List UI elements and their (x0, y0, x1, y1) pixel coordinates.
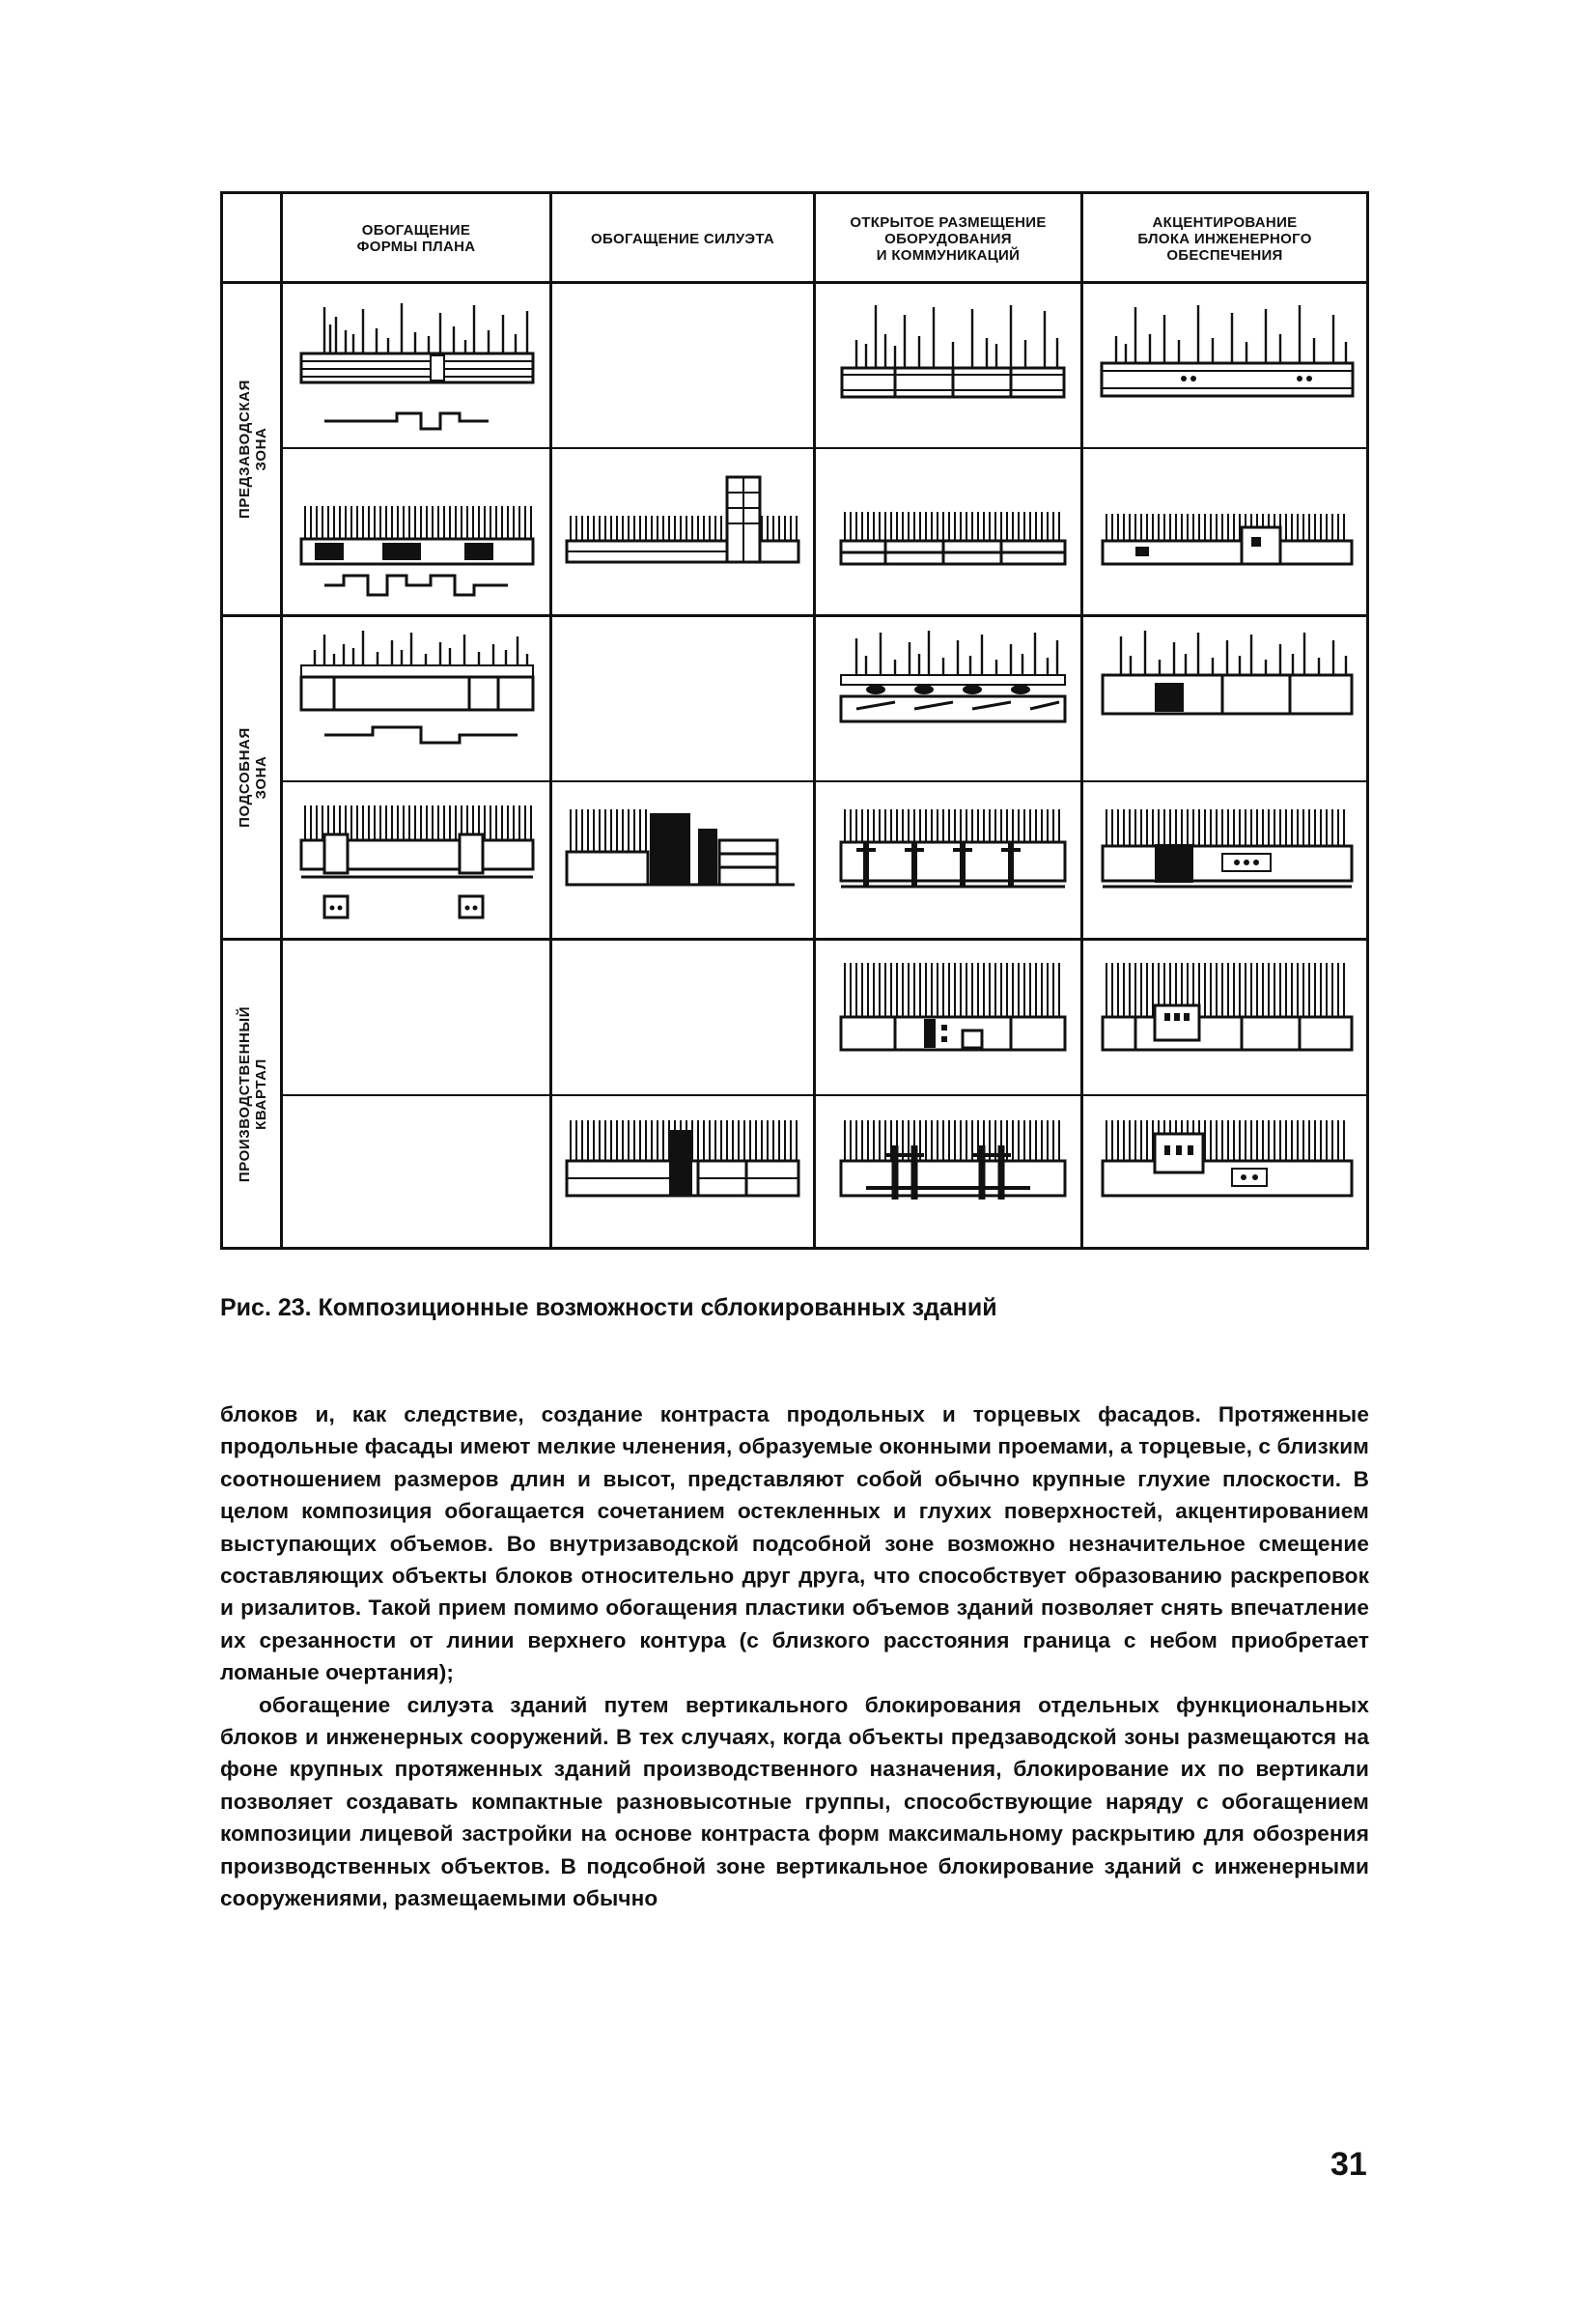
facade-sketch (295, 460, 539, 605)
zone-label-text: ПРЕДЗАВОДСКАЯ ЗОНА (237, 380, 269, 519)
page-number: 31 (1330, 2146, 1367, 2183)
column-header-equipment: ОТКРЫТОЕ РАЗМЕЩЕНИЕ ОБОРУДОВАНИЯ И КОММУНИКАЦИЙ (850, 213, 1047, 264)
grid-line (280, 780, 1366, 782)
facade-sketch (295, 790, 539, 935)
facade-sketch (1097, 627, 1358, 774)
zone-label-text: ПРОИЗВОДСТВЕННЫЙ КВАРТАЛ (237, 1005, 269, 1182)
figure-table (220, 191, 1369, 1250)
facade-sketch (837, 627, 1069, 774)
grid-line (280, 1094, 1366, 1096)
zone-label-auxiliary (223, 617, 283, 938)
zone-label-production (223, 941, 283, 1247)
facade-sketch (295, 296, 539, 440)
facade-sketch (1097, 949, 1358, 1090)
facade-sketch (837, 949, 1069, 1090)
grid-line (1080, 194, 1083, 1247)
zone-label-text: ПОДСОБНАЯ ЗОНА (237, 727, 270, 828)
paragraph: обогащение силуэта зданий путем вертикального блокирования отдельных функциональных блоков и инженерных сооружений. В тех случаях, когда объекты предзаводской зоны размещаются на фоне крупных протяженных зданий производственного назначения, блокирование их по вертикали позволяет создавать компактные разновысотные группы, способствующие наряду с обогащением композиции лицевой застройки на основе контраста форм максимальному раскрытию для обозрения производственных объектов. В подсобной зоне вертикальное блокирование зданий с инженерными сооружениями, размещаемыми обычно (220, 1692, 1369, 1911)
grid-line (549, 194, 552, 1247)
facade-sketch (837, 296, 1069, 440)
figure-caption: Рис. 23. Композиционные возможности сблокированных зданий (220, 1294, 997, 1321)
zone-label-front (223, 284, 283, 614)
column-header-silhouette: ОБОГАЩЕНИЕ СИЛУЭТА (591, 230, 774, 247)
facade-sketch (563, 460, 804, 605)
facade-sketch (1097, 790, 1358, 935)
facade-sketch (837, 790, 1069, 935)
grid-line (223, 614, 1366, 617)
column-header-plan: ОБОГАЩЕНИЕ ФОРМЫ ПЛАНА (356, 222, 476, 255)
facade-sketch (563, 790, 804, 935)
facade-sketch (1097, 296, 1358, 440)
facade-sketch (1097, 1107, 1358, 1238)
grid-line (813, 194, 816, 1247)
facade-sketch (563, 1107, 804, 1238)
paragraph: блоков и, как следствие, создание контраста продольных и торцевых фасадов. Протяженные продольные фасады имеют мелкие членения, образуемые оконными проемами, а торцевые, с близким соотношением размеров длин и высот, представляют собой обычно крупные глухие плоскости. В целом композиция обогащается сочетанием остекленных и глухих поверхностей, акцентированием выступающих объемов. Во внутризаводской подсобной зоне возможно незначительное смещение составляющих объекты блоков относительно друг друга, что способствует образованию раскреповок и ризалитов. Такой прием помимо обогащения пластики объемов зданий позволяет снять впечатление их срезанности от линии верхнего контура (с близкого расстояния граница с небом приобретает ломаные очертания); (220, 1402, 1369, 1685)
facade-sketch (1097, 460, 1358, 605)
facade-sketch (837, 460, 1069, 605)
facade-sketch (837, 1107, 1069, 1238)
body-text (220, 1398, 1369, 1915)
grid-line (223, 938, 1366, 941)
column-header-engineering: АКЦЕНТИРОВАНИЕ БЛОКА ИНЖЕНЕРНОГО ОБЕСПЕЧЕНИЯ (1137, 213, 1312, 264)
grid-line (280, 447, 1366, 449)
facade-sketch (295, 627, 539, 774)
